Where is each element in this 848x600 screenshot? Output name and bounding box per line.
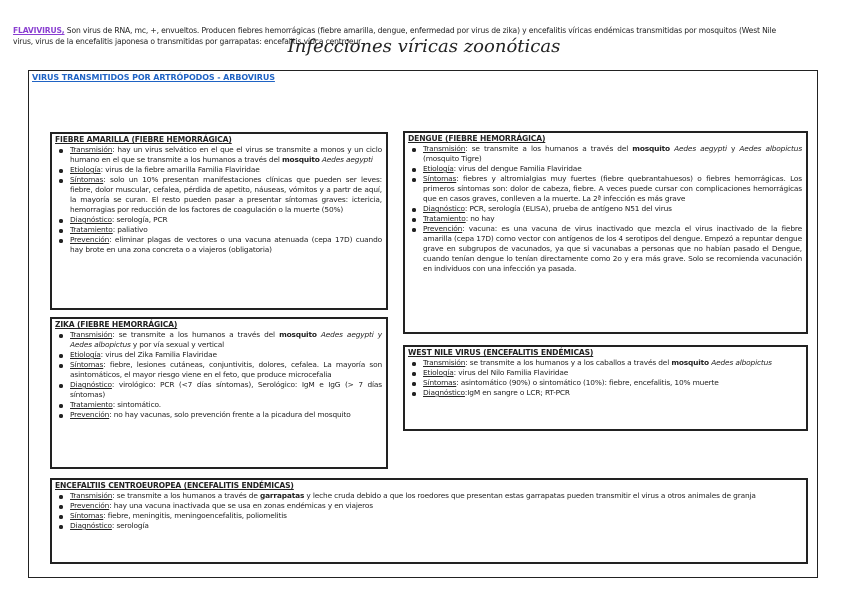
item-label: Tratamiento (70, 225, 113, 234)
encefalitis-centroeuropea-list (55, 491, 802, 531)
item-label: Prevención (423, 224, 463, 233)
item-text: : se transmite a los humanos y a los caballos a través del (465, 358, 672, 367)
item-text: : solo un 10% presentan manifestaciones clínicas que pueden ser leves: fiebre, dolor muscular, cefalea, pérdida de apetito, náuseas, vómitos y a partr de aquí, la mayoría se curan. El resto pueden pasar a presentar síntomas graves: ictericia, hemorragias por reducción de los factores de coagulación o la muerte (50%) (70, 175, 382, 214)
list-item (423, 174, 802, 204)
item-label: Diagnóstico (70, 521, 112, 530)
item-label: Transmisión (70, 145, 113, 154)
item-text: : virus del Nilo Familia Flaviridae (453, 368, 569, 377)
item-italic: Aedes albopictus (709, 358, 772, 367)
list-item (70, 511, 802, 521)
item-label: Tratamiento (423, 214, 466, 223)
list-item (70, 410, 382, 420)
item-label: Diagnóstico (70, 215, 112, 224)
west-nile-title: WEST NILE VIRUS (ENCEFALITIS ENDÉMICAS) (408, 348, 594, 357)
item-text: : hay un virus selvático en el que el virus se transmite a monos y un ciclo humano en el que se transmite a los humanos a través del (70, 145, 382, 164)
zika-list (55, 330, 382, 420)
list-item (70, 330, 382, 350)
list-item (70, 491, 802, 501)
arbovirus-header: VIRUS TRANSMITIDOS POR ARTRÓPODOS - ARBOVIRUS (32, 73, 275, 82)
item-label: Síntomas (70, 175, 104, 184)
item-label: Síntomas (423, 174, 457, 183)
item-text: y (726, 144, 740, 153)
item-text: : sintomático. (112, 400, 161, 409)
item-label: Etiología (423, 164, 454, 173)
flavivirus-text: Son virus de RNA, mc, +, envueltos. Producen fiebres hemorrágicas (fiebre amarilla, dengue, enfermedad por virus de zika) y encefalitis víricas endémicas transmitidas por mosquitos (West Nile virus, virus de la encefalitis japonesa o transmitidas por garrapatas: encefalitis vírica centroeur. (13, 26, 777, 46)
item-text: : PCR, serología (ELISA), prueba de antígeno N51 del virus (464, 204, 672, 213)
item-bold: mosquito (281, 155, 320, 164)
item-text: : eliminar plagas de vectores o una vacuna atenuada (cepa 17D) cuando hay brote en una zona concreta o a viajeros (obligatoria) (70, 235, 382, 254)
list-item (423, 204, 802, 214)
list-item (70, 225, 382, 235)
list-item (423, 214, 802, 224)
item-bold: mosquito (671, 358, 709, 367)
item-text: :IgM en sangre o LCR; RT-PCR (464, 388, 570, 397)
item-label: Síntomas (70, 511, 104, 520)
list-item (70, 165, 382, 175)
item-label: Prevención (70, 235, 110, 244)
item-text: : fiebres y altromialgias muy fuertes (fiebre quebrantahuesos) o fiebres hemorrágicas. Los primeros síntomas son: dolor de cabeza, fiebre. A veces puede cursar con complicaciones hemorrágicas que en casos graves, conlleven a la muerte. La 2ª infección es más grave (423, 174, 802, 203)
item-text: : se transmite a los humanos a través del (465, 144, 633, 153)
item-text: : serología, PCR (111, 215, 168, 224)
item-italic: Aedes aegypti y Aedes albopictus (70, 330, 383, 349)
item-label: Prevención (70, 410, 110, 419)
item-label: Transmisión (70, 491, 113, 500)
item-text: : no hay vacunas, solo prevención frente a la picadura del mosquito (109, 410, 351, 419)
flavivirus-intro (13, 25, 789, 47)
list-item (70, 215, 382, 225)
item-label: Síntomas (423, 378, 457, 387)
item-label: Etiología (423, 368, 454, 377)
item-label: Diagnóstico (70, 380, 112, 389)
list-item (423, 144, 802, 164)
item-text: : virus del dengue Familia Flaviridae (453, 164, 582, 173)
list-item (70, 400, 382, 410)
item-italic: Aedes aegypti (319, 155, 373, 164)
item-text: : vacuna: es una vacuna de virus inactivado que mezcla el virus inactivado de la fiebre amarilla (cepa 17D) como vector con antígenos de los 4 serotipos del dengue. Empezó a repuntar dengue grave en subgrupos de vacunados, ya que si vacunabas a personas que no habían pasado el Dengue, cuando tenían dengue lo tenían directamente como 2o y era más grave. Solo se recomienda vacunación en individuos con una infección ya pasada. (423, 224, 802, 273)
item-label: Transmisión (70, 330, 113, 339)
item-bold: garrapatas (259, 491, 305, 500)
list-item (423, 368, 802, 378)
list-item (70, 521, 802, 531)
item-text: : fiebre, meningitis, meningoencefalitis, poliomelitis (103, 511, 287, 520)
zika-box (50, 317, 388, 469)
list-item (70, 235, 382, 255)
item-text: : virus del Zika Familia Flaviridae (100, 350, 217, 359)
item-label: Prevención (70, 501, 110, 510)
list-item (423, 378, 802, 388)
list-item (70, 380, 382, 400)
item-bold: mosquito (632, 144, 670, 153)
fiebre-amarilla-title: FIEBRE AMARILLA (FIEBRE HEMORRÁGICA) (55, 135, 232, 144)
item-text: y leche cruda debido a que los roedores que presentan estas garrapatas pueden transmitir el virus a otros animales de granja (304, 491, 756, 500)
item-text: : paliativo (112, 225, 148, 234)
item-text: : virus de la fiebre amarilla Familia Flaviridae (100, 165, 260, 174)
list-item (423, 164, 802, 174)
list-item (70, 175, 382, 215)
list-item (70, 145, 382, 165)
flavivirus-name: FLAVIVIRUS, (13, 26, 65, 35)
item-label: Etiología (70, 350, 101, 359)
item-italic: Aedes aegypti (669, 144, 727, 153)
list-item (70, 350, 382, 360)
encefalitis-centroeuropea-box (50, 478, 808, 564)
list-item (423, 388, 802, 398)
item-label: Diagnóstico (423, 388, 465, 397)
page-title: Infecciones víricas zoonóticas (287, 36, 561, 57)
list-item (423, 358, 802, 368)
item-italic: Aedes albopictus (739, 144, 803, 153)
list-item (70, 501, 802, 511)
item-text: : virológico: PCR (<7 días síntomas), Serológico: IgM e IgG (> 7 días síntomas) (70, 380, 382, 399)
item-text: : asintomático (90%) o sintomático (10%): fiebre, encefalitis, 10% muerte (456, 378, 719, 387)
item-text: y por vía sexual y vertical (130, 340, 225, 349)
item-text: : se transmite a los humanos a través de (112, 491, 260, 500)
item-label: Transmisión (423, 358, 466, 367)
list-item (70, 360, 382, 380)
dengue-box (403, 131, 808, 334)
item-text: : no hay (465, 214, 495, 223)
item-bold: mosquito (279, 330, 317, 339)
encefalitis-centroeuropea-title: ENCEFALTIIS CENTROEUROPEA (ENCEFALITIS ENDÉMICAS) (55, 481, 294, 490)
item-label: Transmisión (423, 144, 466, 153)
list-item (423, 224, 802, 274)
item-text: : serología (111, 521, 149, 530)
item-label: Etiología (70, 165, 101, 174)
item-label: Diagnóstico (423, 204, 465, 213)
item-text: : fiebre, lesiones cutáneas, conjuntivitis, dolores, cefalea. La mayoría son asintomáticos, el mayor riesgo viene en el feto, que produce microcefalia (70, 360, 382, 379)
dengue-title: DENGUE (FIEBRE HEMORRÁGICA) (408, 134, 546, 143)
west-nile-list (408, 358, 802, 398)
item-text: : hay una vacuna inactivada que se usa en zonas endémicas y en viajeros (109, 501, 373, 510)
item-text: : se transmite a los humanos a través del (112, 330, 280, 339)
item-label: Tratamiento (70, 400, 113, 409)
item-label: Síntomas (70, 360, 104, 369)
dengue-list (408, 144, 802, 274)
west-nile-box (403, 345, 808, 431)
zika-title: ZIKA (FIEBRE HEMORRÁGICA) (55, 320, 178, 329)
fiebre-amarilla-box (50, 132, 388, 310)
fiebre-amarilla-list (55, 145, 382, 255)
item-text: (mosquito Tigre) (423, 154, 482, 163)
